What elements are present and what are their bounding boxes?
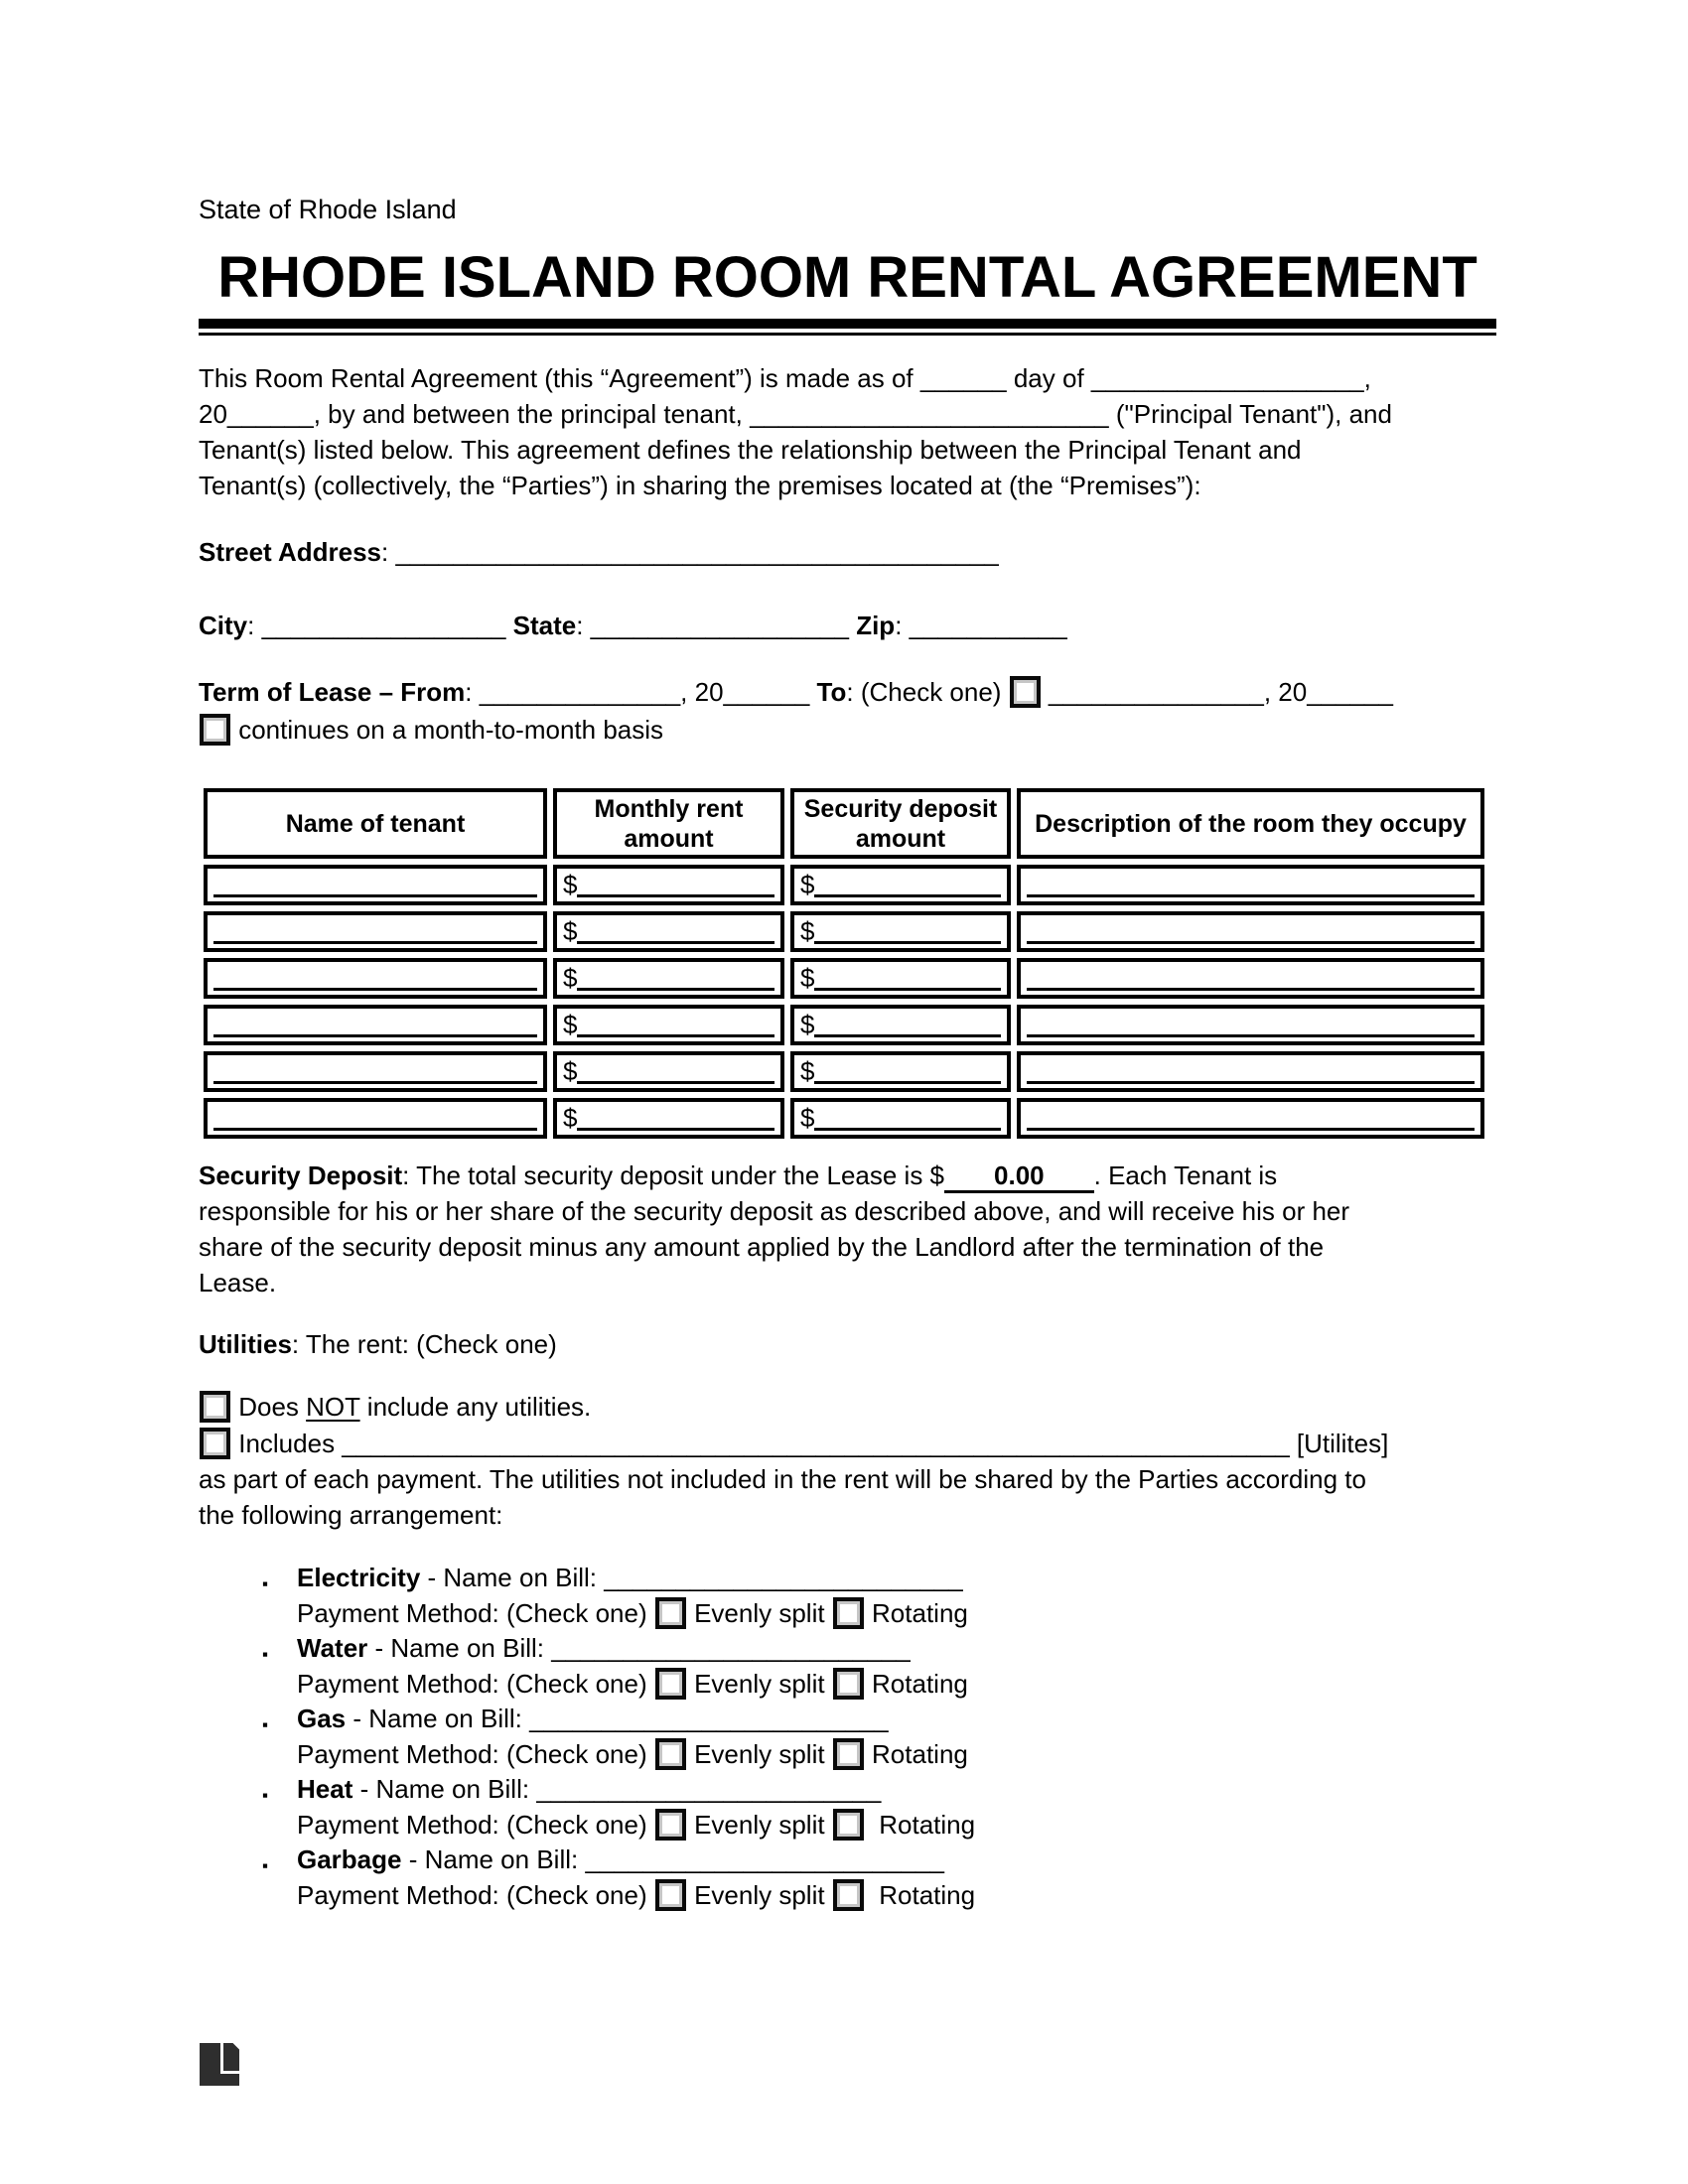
checkbox-rotating-heat[interactable] [833,1809,864,1841]
payment-method-line [297,1737,975,1773]
blank-security-deposit[interactable] [814,869,1001,897]
text-line [199,1158,1349,1193]
blank-tenant-name[interactable] [213,1009,537,1037]
city-state-zip-line [199,608,1067,643]
text-run: Rotating [864,1597,968,1628]
text-run: , [1363,363,1371,393]
blank-monthly-rent[interactable] [577,962,774,991]
text-run: : [895,611,910,640]
text-run: Evenly split [686,1879,832,1910]
text-run: Gas [297,1704,347,1733]
text-run [505,611,512,640]
utility-name-line [262,1702,975,1737]
blank-room-description-cell [1017,1051,1484,1092]
text-run: Includes [231,1429,343,1458]
blank-state[interactable]: __________________ [590,611,849,640]
dollar-sign: $ [800,963,815,993]
utility-name-line [262,1772,975,1808]
text-run: Utilities [199,1329,292,1359]
text-run: Payment Method: (Check one) [297,1668,654,1699]
blank-tenant-name[interactable] [213,1055,537,1084]
blank-tenant-name-cell [204,911,547,952]
blank-security-deposit[interactable] [814,1055,1001,1084]
text-run: - Name on Bill: [346,1704,530,1733]
blank-monthly-rent[interactable] [577,869,774,897]
checkbox-month-to-month[interactable] [200,714,230,746]
table-row [204,1005,1484,1045]
blank-name-on-bill-electricity[interactable]: _________________________ [604,1563,963,1592]
dollar-sign: $ [800,1103,815,1133]
blank-tenant-name-cell [204,865,547,905]
checkbox-rotating-garbage[interactable] [833,1879,864,1911]
bullet-icon: ▪ [262,1715,269,1734]
blank-tenant-name[interactable] [213,869,537,897]
blank-monthly-rent-cell [553,958,784,999]
text-run: , 20 [680,677,724,707]
text-line [199,396,1392,432]
text-line [199,1389,1388,1426]
text-run: continues on a month-to-month basis [231,715,664,745]
logo-square-shape [223,2043,239,2071]
blank-name-on-bill-water[interactable]: _________________________ [551,1633,911,1663]
blank-security-deposit-cell [790,1005,1011,1045]
text-run: Term of Lease – From [199,677,466,707]
dollar-sign: $ [563,870,578,899]
text-line [199,1461,1366,1497]
tenant-table [198,782,1490,1145]
blank-security-deposit-cell [790,958,1011,999]
bullet-icon: ▪ [262,1645,269,1664]
text-run: Does [231,1392,307,1422]
utility-item-garbage [199,1843,975,1913]
blank-principal-tenant[interactable]: _________________________ [750,399,1109,429]
dollar-sign: $ [800,1056,815,1086]
blank-tenant-name-cell [204,1098,547,1139]
text-run: , 20 [1263,677,1308,707]
text-run: , by and between the principal tenant, [313,399,751,429]
text-run: Payment Method: (Check one) [297,1809,654,1840]
blank-monthly-rent-cell [553,1098,784,1139]
text-run: . Each Tenant is [1093,1160,1278,1190]
intro-paragraph [199,360,1392,503]
utilities-heading [199,1326,557,1362]
text-run: : [247,611,262,640]
blank-room-description-cell [1017,911,1484,952]
dollar-sign: $ [800,916,815,946]
blank-security-deposit-cell [790,1051,1011,1092]
text-run: - Name on Bill: [420,1563,605,1592]
dollar-sign: $ [563,1103,578,1133]
text-run: Tenant(s) listed below. This agreement defines the relationship between the Principal Tenant and [199,435,1302,465]
text-line [199,1497,1366,1533]
column-header: Name of tenant [204,788,547,859]
text-run: Payment Method: (Check one) [297,1879,654,1910]
blank-street-address[interactable]: __________________________________________ [395,537,999,567]
text-run: Payment Method: (Check one) [297,1738,654,1769]
page-title: RHODE ISLAND ROOM RENTAL AGREEMENT [217,245,1477,310]
blank-monthly-rent-cell [553,1051,784,1092]
checkbox-evenly-split-water[interactable] [655,1668,686,1700]
blank-room-description-cell [1017,1005,1484,1045]
text-line [199,1426,1388,1462]
text-run: Tenant(s) (collectively, the “Parties”) in sharing the premises located at (the “Premises”): [199,471,1201,500]
blank-security-deposit[interactable] [814,915,1001,944]
blank-lease-from-year[interactable]: ______ [723,677,810,707]
text-run: Rotating [864,1809,976,1840]
checkbox-rotating-water[interactable] [833,1668,864,1700]
blank-tenant-name-cell [204,958,547,999]
text-run: Lease. [199,1268,277,1297]
text-run: : [576,611,591,640]
utility-name-line [262,1631,975,1667]
table-row [204,1051,1484,1092]
text-run: Street Address [199,537,381,567]
checkbox-utilities-included[interactable] [200,1428,230,1459]
checkbox-rotating-gas[interactable] [833,1738,864,1770]
checkbox-evenly-split-heat[interactable] [655,1809,686,1841]
text-run: Heat [297,1774,353,1804]
state-label: State of Rhode Island [199,195,457,224]
text-run: Garbage [297,1844,402,1874]
blank-name-on-bill-heat[interactable]: ________________________ [536,1774,882,1804]
legaltemplates-logo [200,2043,239,2086]
text-line [199,432,1392,468]
text-run: Evenly split [686,1738,832,1769]
blank-room-description-cell [1017,1098,1484,1139]
column-header: Description of the room they occupy [1017,788,1484,859]
text-run: ("Principal Tenant"), and [1108,399,1392,429]
column-header: Security deposit amount [790,788,1011,859]
blank-security-deposit[interactable] [814,962,1001,991]
text-run: Rotating [864,1738,968,1769]
text-line [199,1229,1349,1265]
logo-graphic [200,2043,239,2086]
blank-lease-to-year[interactable]: ______ [1307,677,1393,707]
blank-room-description[interactable] [1027,1102,1475,1131]
checkbox-rotating-electricity[interactable] [833,1597,864,1629]
blank-room-description[interactable] [1027,1055,1475,1084]
column-header: Monthly rent amount [553,788,784,859]
blank-security-deposit-cell [790,1098,1011,1139]
payment-method-line [297,1596,975,1632]
blank-tenant-name[interactable] [213,962,537,991]
payment-method-line [297,1808,975,1843]
text-line [199,468,1392,503]
payment-method-line [297,1878,975,1914]
dollar-sign: $ [800,1010,815,1039]
dollar-sign: $ [800,870,815,899]
text-run: Evenly split [686,1597,832,1628]
text-run: Electricity [297,1563,421,1592]
blank-security-deposit-cell [790,865,1011,905]
text-line [199,1193,1349,1229]
table-row [204,1098,1484,1139]
utilities-options [199,1389,1388,1462]
text-run: Zip [856,611,896,640]
text-run [809,677,816,707]
bullet-icon: ▪ [262,1786,269,1805]
utilities-continuation [199,1461,1366,1533]
text-line [199,1265,1349,1300]
blank-room-description[interactable] [1027,1009,1475,1037]
text-run: Evenly split [686,1809,832,1840]
term-line [199,673,1393,711]
text-run: [Utilites] [1289,1429,1389,1458]
text-run: - Name on Bill: [401,1844,586,1874]
blank-year[interactable]: ______ [226,399,314,429]
text-run: share of the security deposit minus any amount applied by the Landlord after the termination of the [199,1232,1325,1262]
text-run: Payment Method: (Check one) [297,1597,654,1628]
blank-lease-to-date[interactable]: _______________ [1048,677,1264,707]
text-run: : [465,677,480,707]
text-run: NOT [306,1392,360,1422]
payment-method-line [297,1667,975,1703]
text-run: Water [297,1633,368,1663]
text-run: Security Deposit [199,1160,403,1190]
security-deposit-paragraph [199,1158,1349,1300]
blank-zip[interactable]: ___________ [909,611,1067,640]
text-run: : [381,537,396,567]
dollar-sign: $ [563,1010,578,1039]
blank-tenant-name-cell [204,1051,547,1092]
security-deposit-total[interactable]: 0.00 [944,1160,1094,1193]
dollar-sign: $ [563,916,578,946]
text-run [1042,677,1049,707]
text-run: 20 [199,399,227,429]
text-run: - Name on Bill: [367,1633,552,1663]
blank-lease-from-date[interactable]: ______________ [479,677,681,707]
utility-item-heat [199,1772,975,1843]
blank-included-utilities[interactable]: __________________________________________________________________ [342,1429,1290,1458]
utility-item-gas [199,1702,975,1772]
text-run: Rotating [864,1668,968,1699]
text-line [199,360,1392,396]
month-to-month-line [199,711,1393,749]
text-run: : (Check one) [846,677,1009,707]
blank-name-on-bill-garbage[interactable]: _________________________ [585,1844,944,1874]
blank-monthly-rent-cell [553,1005,784,1045]
text-run: responsible for his or her share of the security deposit as described above, and will receive his or her [199,1196,1350,1226]
table-row [204,865,1484,905]
blank-day[interactable]: ______ [919,363,1007,393]
text-run: include any utilities. [359,1392,592,1422]
utility-item-water [199,1631,975,1702]
blank-room-description-cell [1017,958,1484,999]
blank-monthly-rent[interactable] [577,1009,774,1037]
blank-monthly-rent[interactable] [577,1102,774,1131]
blank-month[interactable]: ___________________ [1090,363,1364,393]
blank-monthly-rent-cell [553,911,784,952]
table-row [204,958,1484,999]
checkbox-evenly-split-garbage[interactable] [655,1879,686,1911]
utility-name-line [262,1561,975,1596]
checkbox-utilities-not-included[interactable] [200,1391,230,1423]
bullet-icon: ▪ [262,1574,269,1593]
text-run: the following arrangement: [199,1500,503,1530]
blank-security-deposit-cell [790,911,1011,952]
checkbox-lease-end-date[interactable] [1010,676,1041,708]
text-run: To [816,677,847,707]
utility-item-electricity [199,1561,975,1631]
text-run: City [199,611,248,640]
blank-monthly-rent[interactable] [577,1055,774,1084]
text-run: - Name on Bill: [352,1774,537,1804]
blank-tenant-name-cell [204,1005,547,1045]
blank-room-description[interactable] [1027,869,1475,897]
blank-monthly-rent[interactable] [577,915,774,944]
checkbox-evenly-split-electricity[interactable] [655,1597,686,1629]
blank-tenant-name[interactable] [213,915,537,944]
table-row [204,911,1484,952]
street-address-line [199,534,999,570]
blank-room-description-cell [1017,865,1484,905]
text-run: This Room Rental Agreement (this “Agreement”) is made as of [199,363,920,393]
blank-monthly-rent-cell [553,865,784,905]
bullet-icon: ▪ [262,1856,269,1875]
utility-name-line [262,1843,975,1878]
blank-room-description[interactable] [1027,962,1475,991]
checkbox-evenly-split-gas[interactable] [655,1738,686,1770]
blank-security-deposit[interactable] [814,1009,1001,1037]
text-run: Rotating [864,1879,976,1910]
blank-security-deposit[interactable] [814,1102,1001,1131]
text-run: : The rent: (Check one) [291,1329,557,1359]
blank-tenant-name[interactable] [213,1102,537,1131]
blank-city[interactable]: _________________ [261,611,506,640]
utilities-list [199,1561,975,1913]
table-header-row [204,788,1484,859]
blank-room-description[interactable] [1027,915,1475,944]
text-run: : The total security deposit under the Lease is $ [402,1160,945,1190]
term-of-lease-block [199,673,1393,749]
dollar-sign: $ [563,1056,578,1086]
text-run: day of [1006,363,1091,393]
blank-name-on-bill-gas[interactable]: _________________________ [529,1704,889,1733]
text-run: as part of each payment. The utilities not included in the rent will be shared by the Parties according to [199,1464,1366,1494]
text-run: Evenly split [686,1668,832,1699]
text-run: State [512,611,577,640]
title-rule [199,319,1496,336]
dollar-sign: $ [563,963,578,993]
